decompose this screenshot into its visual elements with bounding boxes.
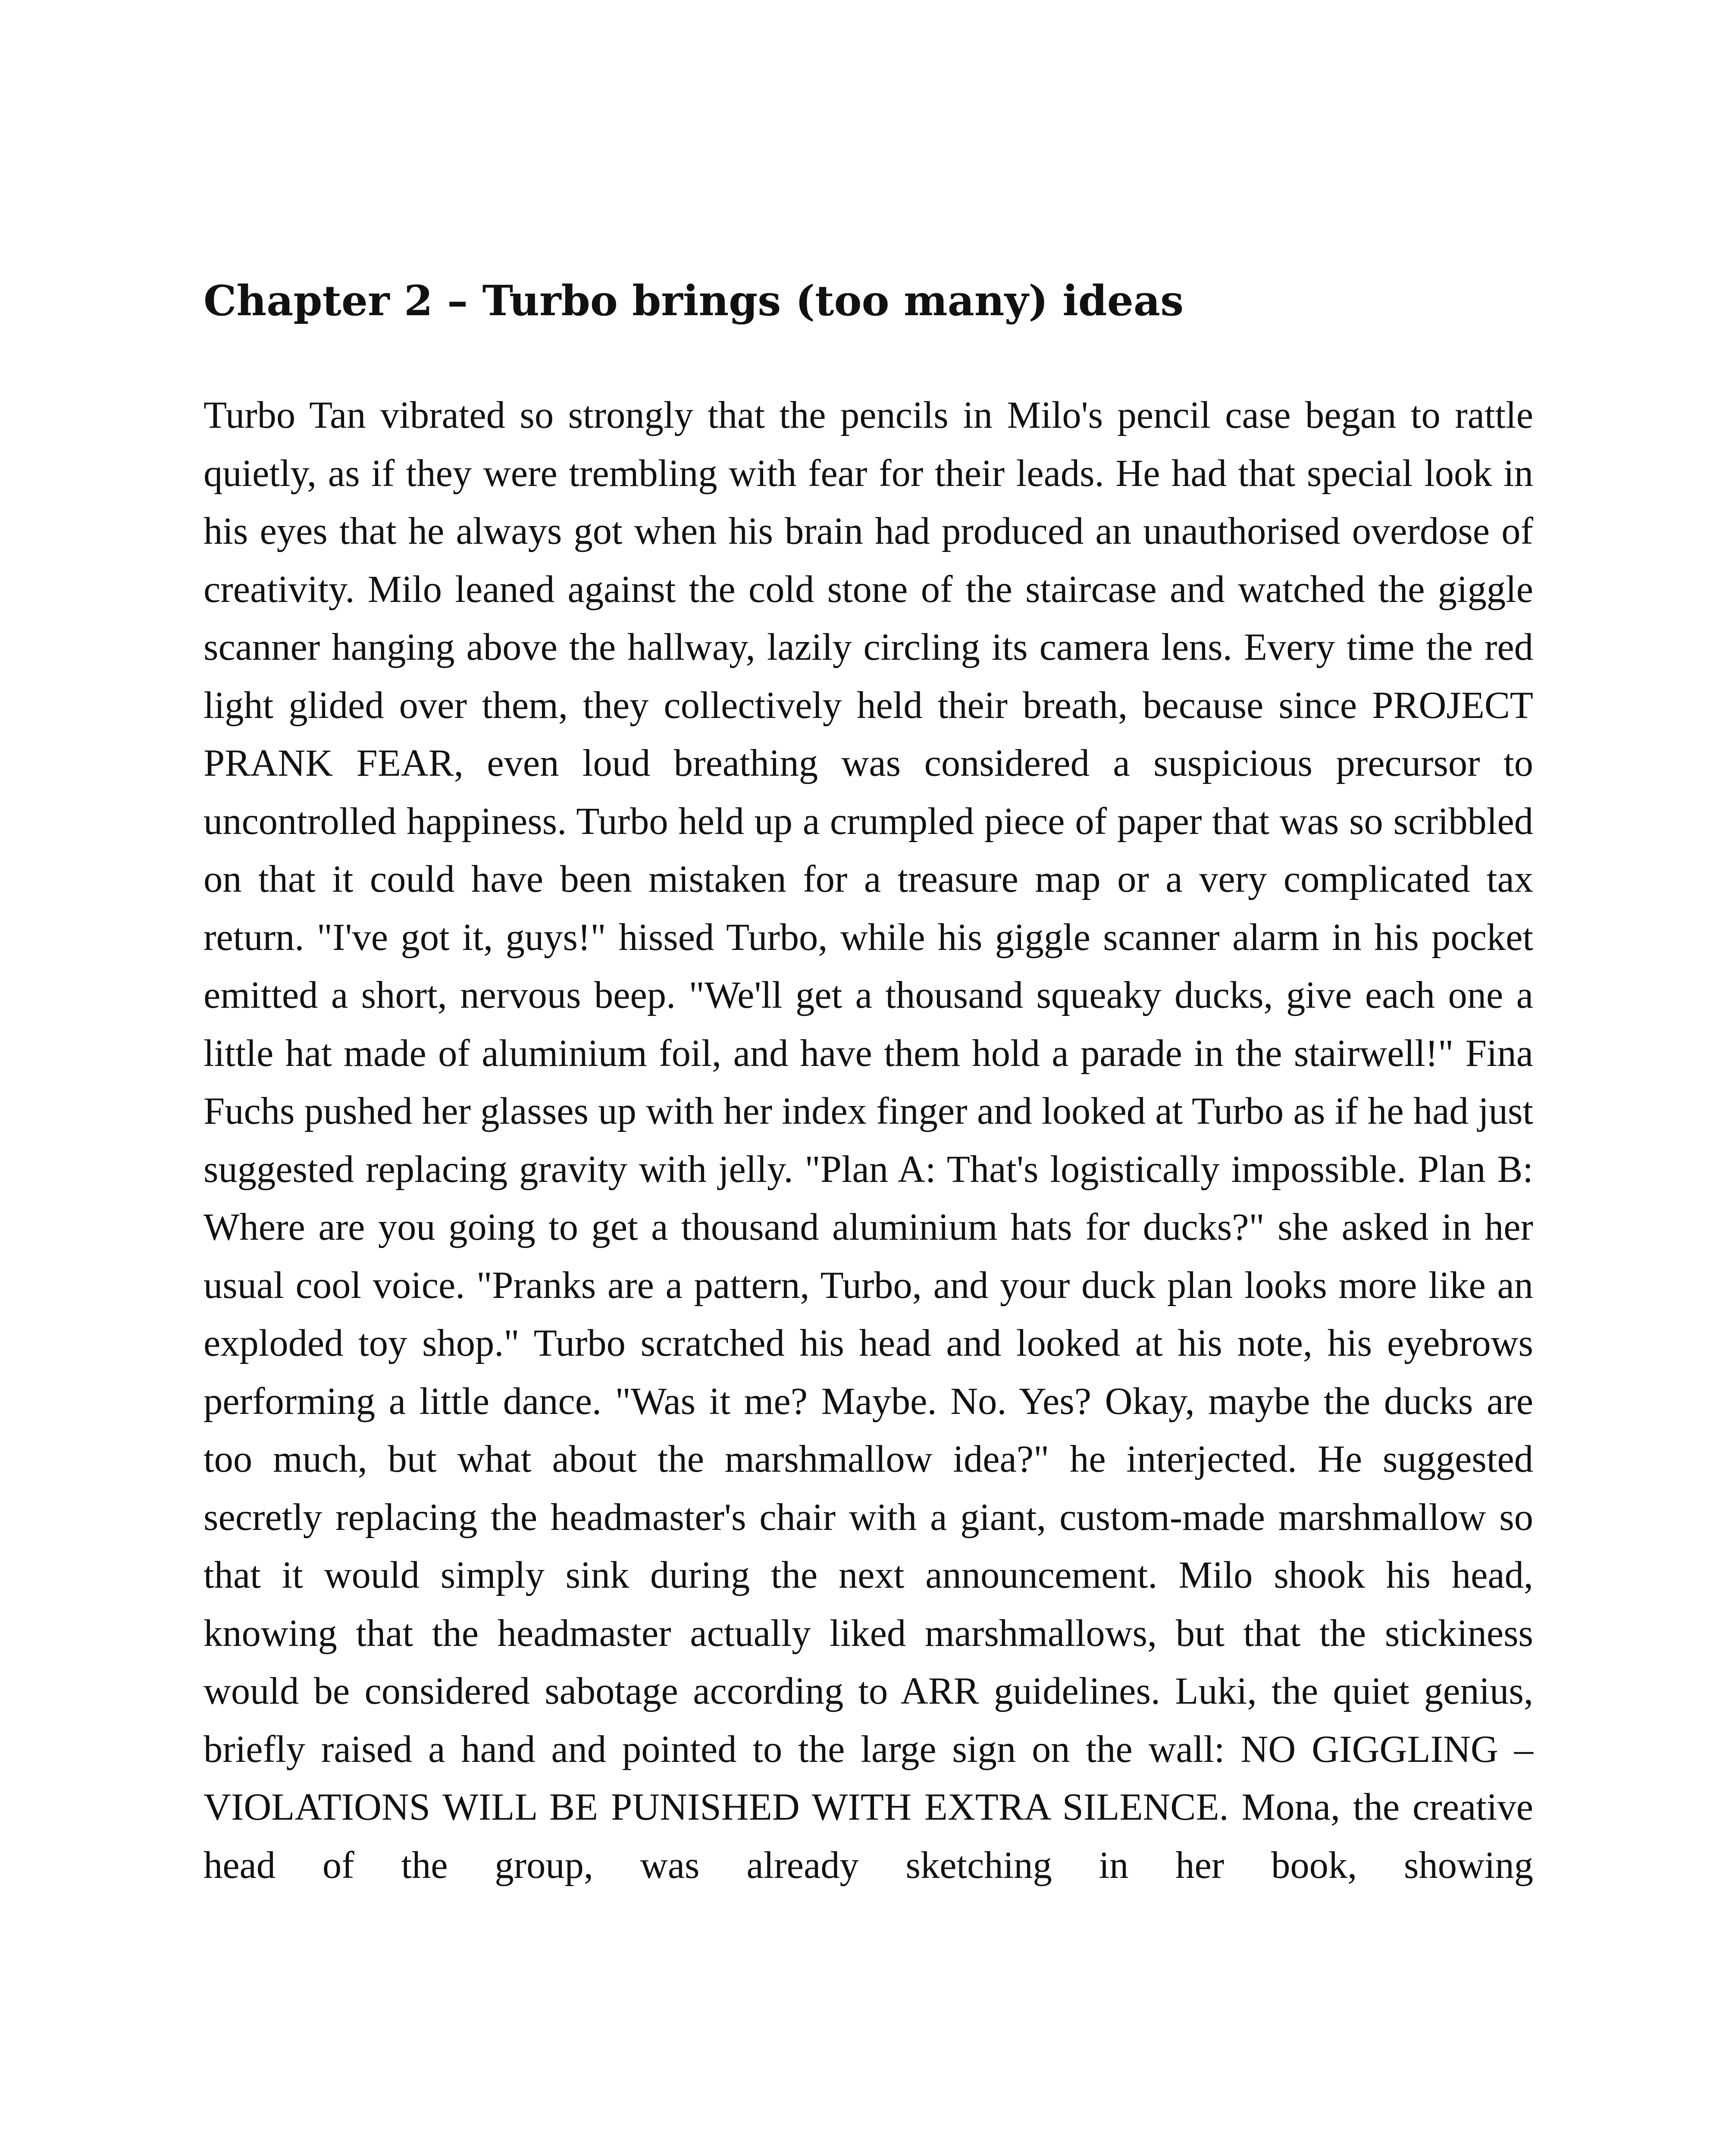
body-paragraph: Turbo Tan vibrated so strongly that the pencils in Milo's pencil case began to rattle quietly, as if they were trembling with fear for their leads. He had that special look in his eyes that he always got when his brain had produced an unauthorised overdose of creativity. Milo leaned against the cold stone of the staircase and watched the giggle scanner hanging above the hallway, lazily circling its camera lens. Every time the red light glided over them, they collectively held their breath, because since PROJECT PRANK FEAR, even loud breathing was considered a suspicious precursor to uncontrolled happiness. Turbo held up a crumpled piece of paper that was so scribbled on that it could have been mistaken for a treasure map or a very complicated tax return. "I've got it, guys!" hissed Turbo, while his giggle scanner alarm in his pocket emitted a short, nervous beep. "We'll get a thousand squeaky ducks, give each one a little hat made of aluminium foil, and have them hold a parade in the stairwell!" Fina Fuchs pushed her glasses up with her index finger and looked at Turbo as if he had just suggested replacing gravity with jelly. "Plan A: That's logistically impossible. Plan B: Where are you going to get a thousand aluminium hats for ducks?" she asked in her usual cool voice. "Pranks are a pattern, Turbo, and your duck plan looks more like an exploded toy shop." Turbo scratched his head and looked at his note, his eyebrows performing a little dance. "Was it me? Maybe. No. Yes? Okay, maybe the ducks are too much, but what about the marshmallow idea?" he interjected. He suggested secretly replacing the headmaster's chair with a giant, custom-made marshmallow so that it would simply sink during the next announcement. Milo shook his head, knowing that the headmaster actually liked marshmallows, but that the stickiness would be considered sabotage according to ARR guidelines. Luki, the quiet genius, briefly raised a hand and pointed to the large sign on the wall: NO GIGGLING – VIOLATIONS WILL BE PUNISHED WITH EXTRA SILENCE. Mona, the creative head of the group, was already sketching in her book, showing	[204, 394, 1533, 1887]
chapter-title: Chapter 2 – Turbo brings (too many) ideas	[204, 276, 1184, 325]
